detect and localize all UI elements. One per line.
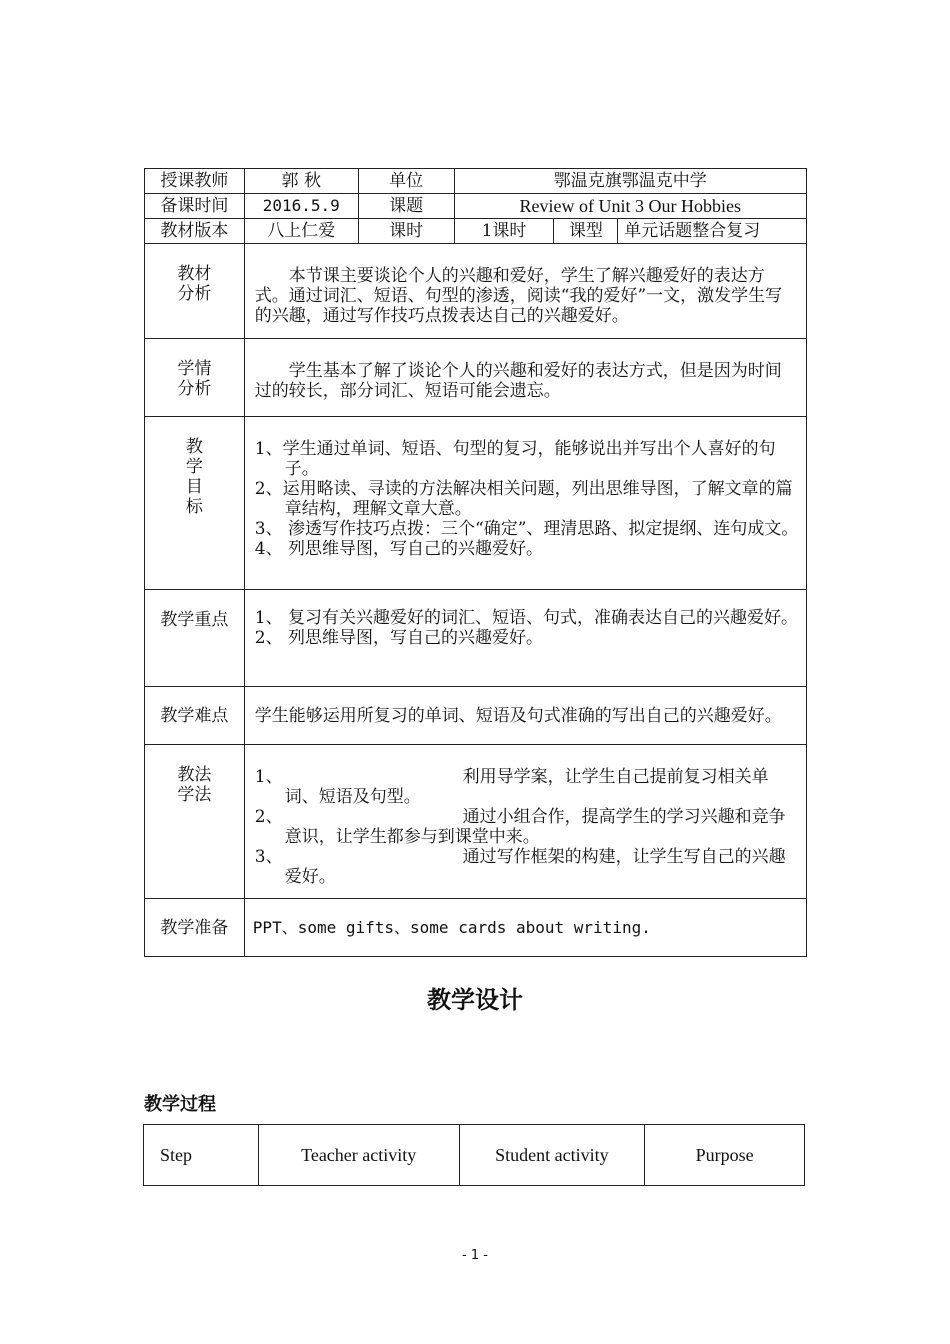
goal-item: 2、运用略读、寻读的方法解决相关问题，列出思维导图，了解文章的篇章结构，理解文章大意。: [254, 479, 793, 519]
header-student-activity: Student activity: [459, 1125, 645, 1186]
method-item: 2、 通过小组合作，提高学生的学习兴趣和竞争意识，让学生都参与到课堂中来。: [254, 807, 786, 847]
methods-label: 教法 学法: [145, 745, 245, 899]
teacher-name: 郭 秋: [244, 169, 358, 194]
lesson-info-table: [144, 168, 807, 957]
preparation-label: 教学准备: [145, 899, 245, 957]
hours-value: 1课时: [454, 219, 554, 244]
difficulty-text: 学生能够运用所复习的单词、短语及句式准确的写出自己的兴趣爱好。: [244, 687, 806, 745]
unit-label: 单位: [358, 169, 454, 194]
method-item: 1、 利用导学案，让学生自己提前复习相关单词、短语及句型。: [254, 767, 769, 807]
students-text: 学生基本了解了谈论个人的兴趣和爱好的表达方式，但是因为时间过的较长，部分词汇、短语可能会遗忘。: [254, 361, 782, 401]
design-title: 教学设计: [427, 986, 523, 1014]
textbook-label: 教材版本: [145, 219, 245, 244]
topic-value: Review of Unit 3 Our Hobbies: [454, 194, 806, 219]
page-number: - 1 -: [462, 1248, 488, 1263]
key-point-item: 1、 复习有关兴趣爱好的词汇、短语、句式，准确表达自己的兴趣爱好。: [254, 608, 799, 628]
teaching-methods: [244, 745, 806, 899]
prep-time-value: 2016.5.9: [244, 194, 358, 219]
type-label: 课型: [554, 219, 618, 244]
material-text: 本节课主要谈论个人的兴趣和爱好，学生了解兴趣爱好的表达方式。通过词汇、短语、句型的渗透，阅读“我的爱好”一文，激发学生写的兴趣，通过写作技巧点拨表达自己的兴趣爱好。: [254, 266, 783, 326]
unit-value: 鄂温克旗鄂温克中学: [454, 169, 806, 194]
key-point-item: 2、 列思维导图，写自己的兴趣爱好。: [254, 628, 544, 648]
goal-item: 1、学生通过单词、短语、句型的复习，能够说出并写出个人喜好的句子。: [254, 439, 776, 479]
goal-item: 3、 渗透写作技巧点拨：三个“确定”、理清思路、拟定提纲、连句成文。: [254, 519, 799, 539]
header-step: Step: [144, 1125, 259, 1186]
process-title: 教学过程: [144, 1094, 216, 1115]
difficulty-label: 教学难点: [145, 687, 245, 745]
material-label: 教材 分析: [145, 244, 245, 339]
key-points-label: 教学重点: [145, 590, 245, 687]
key-points: [244, 590, 806, 687]
goal-item: 4、 列思维导图，写自己的兴趣爱好。: [254, 539, 544, 559]
topic-label: 课题: [358, 194, 454, 219]
method-item: 3、 通过写作框架的构建，让学生写自己的兴趣爱好。: [254, 847, 786, 887]
process-table: [143, 1124, 805, 1186]
preparation-text: PPT、some gifts、some cards about writing.: [244, 899, 806, 957]
header-purpose: Purpose: [645, 1125, 805, 1186]
header-teacher-activity: Teacher activity: [258, 1125, 459, 1186]
type-value: 单元话题整合复习: [618, 219, 807, 244]
prep-time-label: 备课时间: [145, 194, 245, 219]
students-label: 学情 分析: [145, 339, 245, 417]
material-analysis: [244, 244, 806, 339]
teaching-goals: [244, 417, 806, 590]
goals-label: 教 学 目 标: [145, 417, 245, 590]
students-analysis: [244, 339, 806, 417]
teacher-label: 授课教师: [145, 169, 245, 194]
textbook-value: 八上仁爱: [244, 219, 358, 244]
hours-label: 课时: [358, 219, 454, 244]
